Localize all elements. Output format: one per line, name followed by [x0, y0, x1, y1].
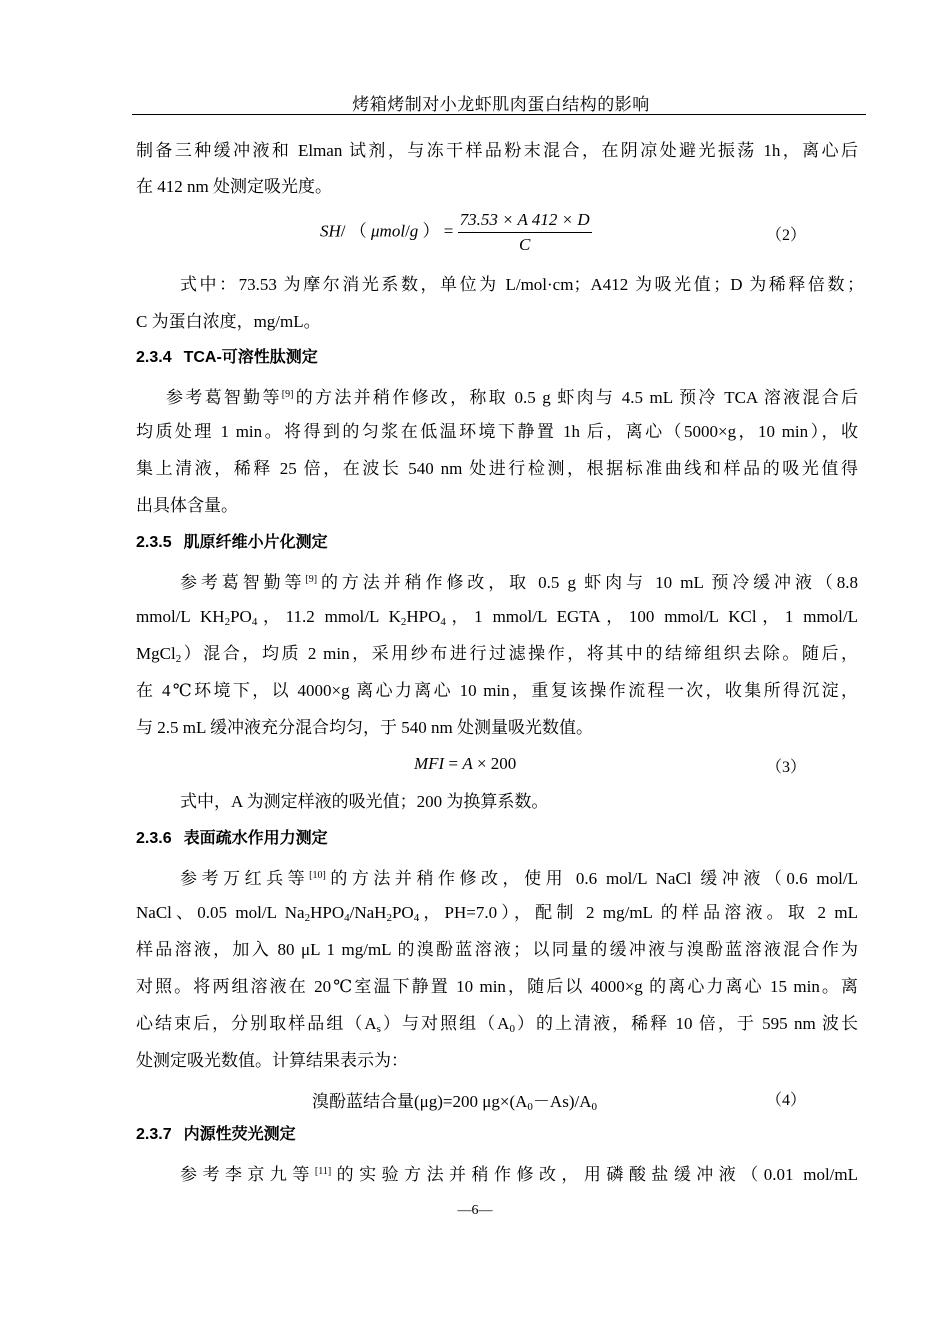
equation-number: （2） [766, 227, 807, 244]
subscript: 4 [413, 912, 420, 924]
subscript: 0 [527, 1101, 533, 1113]
paragraph-line [180, 569, 858, 594]
paragraph-line: 在 412 nm 处测定吸光度。 [136, 177, 332, 196]
paragraph-line [180, 1161, 858, 1186]
text: 的方法并稍作修改，称取 0.5 g 虾肉与 4.5 mL 预冷 TCA 溶液混合后 [293, 388, 858, 407]
paragraph-line: 均质处理 1 min。将得到的匀浆在低温环境下静置 1h 后，离心（5000×g，10 min），收 [136, 422, 858, 441]
paragraph-line [136, 606, 858, 633]
text: 的方法并稍作修改，使用 0.6 mol/L NaCl 缓冲液（0.6 mol/L [325, 869, 858, 888]
subscript: 2 [175, 653, 182, 665]
section-number: 2.3.4 [136, 349, 172, 366]
citation: [10] [309, 870, 326, 881]
subscript: 2 [224, 616, 231, 628]
subscript: 0 [509, 1023, 515, 1035]
eq2-lhs-g: g [409, 221, 419, 241]
equation-3 [414, 754, 516, 774]
paragraph-line [180, 865, 858, 890]
paragraph-line: 样品溶液，加入 80 μL 1 mg/mL 的溴酚蓝溶液；以同量的缓冲液与溴酚蓝溶液混合作为 [136, 940, 858, 959]
subscript: 4 [251, 616, 258, 628]
eq3-lhs: MFI [414, 754, 445, 773]
eq2-lhs-slash2: / [405, 221, 410, 241]
section-number: 2.3.7 [136, 1126, 172, 1143]
citation: [11] [314, 1166, 332, 1177]
eq3-a: A [462, 754, 473, 773]
text: ）混合，均质 2 min，采用纱布进行过滤操作，将其中的结缔组织去除。随后， [181, 644, 858, 663]
subscript: 4 [440, 616, 446, 628]
paragraph-line [166, 384, 858, 409]
section-number: 2.3.5 [136, 534, 172, 551]
text: ，1 mmol/L EGTA，100 mmol/L KCl，1 mmol/L [445, 607, 859, 626]
text: 的实验方法并稍作修改，用磷酸盐缓冲液（0.01 mol/mL [331, 1165, 858, 1184]
text: PO [230, 607, 252, 626]
section-title: 内源性荧光测定 [183, 1126, 296, 1143]
subscript: 2 [386, 912, 392, 924]
text: 的方法并稍作修改，取 0.5 g 虾肉与 10 mL 预冷缓冲液（8.8 [317, 573, 859, 592]
paragraph-line: 处测定吸光数值。计算结果表示为： [136, 1051, 408, 1070]
text: 参考李京九等 [180, 1165, 315, 1184]
section-heading [136, 532, 858, 554]
subscript: 2 [304, 912, 311, 924]
equation-number: （4） [766, 1092, 807, 1109]
text: mmol/L KH [136, 607, 225, 626]
paragraph-line: 制备三种缓冲液和 Elman 试剂，与冻干样品粉末混合，在阴凉处避光振荡 1h，离心后 [136, 141, 858, 160]
text: 参考葛智勤等 [166, 388, 282, 407]
paragraph-line: 出具体含量。 [136, 496, 238, 515]
text: ）与对照组（A [380, 1014, 510, 1033]
section-heading [136, 828, 858, 850]
subscript: 2 [400, 616, 407, 628]
subscript: 4 [344, 912, 350, 924]
paragraph-line: 与 2.5 mL 缓冲液充分混合均匀，于 540 nm 处测量吸光数值。 [136, 718, 593, 737]
eq2-fraction [458, 210, 592, 255]
running-header: 烤箱烤制对小龙虾肌肉蛋白结构的影响 [352, 95, 650, 114]
text: NaCl、0.05 mol/L Na [136, 903, 305, 922]
paragraph-line: 集上清液，稀释 25 倍，在波长 540 nm 处进行检测，根据标准曲线和样品的吸光值得 [136, 459, 858, 478]
section-title: TCA-可溶性肽测定 [183, 349, 318, 366]
section-heading [136, 1124, 858, 1146]
paragraph-line [136, 1013, 858, 1040]
eq4-text: －As)/A [532, 1092, 592, 1111]
text: HPO [310, 903, 345, 922]
text: ，11.2 mmol/L K [257, 607, 401, 626]
page-number: —6— [457, 1203, 493, 1218]
eq3-equals: = [448, 754, 459, 773]
eq3-rest: × 200 [476, 754, 517, 773]
eq2-lhs-sh: SH [320, 221, 341, 241]
subscript: s [376, 1023, 381, 1035]
text: 心结束后，分别取样品组（A [136, 1014, 377, 1033]
citation: [9] [281, 389, 294, 400]
eq2-lhs-slash: / （ [340, 221, 367, 241]
text: 参考万红兵等 [180, 869, 310, 888]
citation: [9] [305, 574, 318, 585]
eq2-numerator: 73.53 × A 412 × D [458, 210, 592, 233]
paragraph-line [136, 643, 858, 670]
section-heading [136, 347, 858, 369]
eq2-lhs-close: ） [422, 221, 440, 241]
text: /NaH [349, 903, 387, 922]
text: ，PH=7.0），配制 2 mg/mL 的样品溶液。取 2 mL [419, 903, 858, 922]
section-title: 表面疏水作用力测定 [183, 830, 328, 847]
header-rule [132, 114, 866, 115]
text: HPO [406, 607, 441, 626]
paragraph-line: 式中，A 为测定样液的吸光值；200 为换算系数。 [180, 792, 549, 811]
eq2-equals: = [443, 221, 454, 241]
subscript: 0 [591, 1101, 597, 1113]
paragraph-line: 对照。将两组溶液在 20℃室温下静置 10 min，随后以 4000×g 的离心力离心 15 min。离 [136, 977, 858, 996]
paragraph-line [136, 902, 858, 929]
text: 参考葛智勤等 [180, 573, 306, 592]
text: ）的上清液，稀释 10 倍，于 595 nm 波长 [514, 1014, 858, 1033]
eq2-lhs-unit: μmol [371, 221, 406, 241]
section-title: 肌原纤维小片化测定 [183, 534, 328, 551]
equation-number: （3） [766, 759, 807, 776]
text: MgCl [136, 644, 176, 663]
equation-4 [312, 1087, 597, 1113]
section-number: 2.3.6 [136, 830, 172, 847]
paragraph-line: 在 4℃环境下，以 4000×g 离心力离心 10 min，重复该操作流程一次，收集所得沉淀， [136, 681, 858, 700]
eq4-text: 溴酚蓝结合量(μg)=200 μg×(A [312, 1092, 528, 1111]
text: PO [391, 903, 414, 922]
equation-2 [320, 210, 592, 255]
paragraph-line: C 为蛋白浓度，mg/mL。 [136, 312, 321, 331]
paragraph-line: 式中：73.53 为摩尔消光系数，单位为 L/mol·cm；A412 为吸光值；D 为稀释倍数； [180, 275, 864, 294]
eq2-denominator: C [518, 235, 531, 254]
